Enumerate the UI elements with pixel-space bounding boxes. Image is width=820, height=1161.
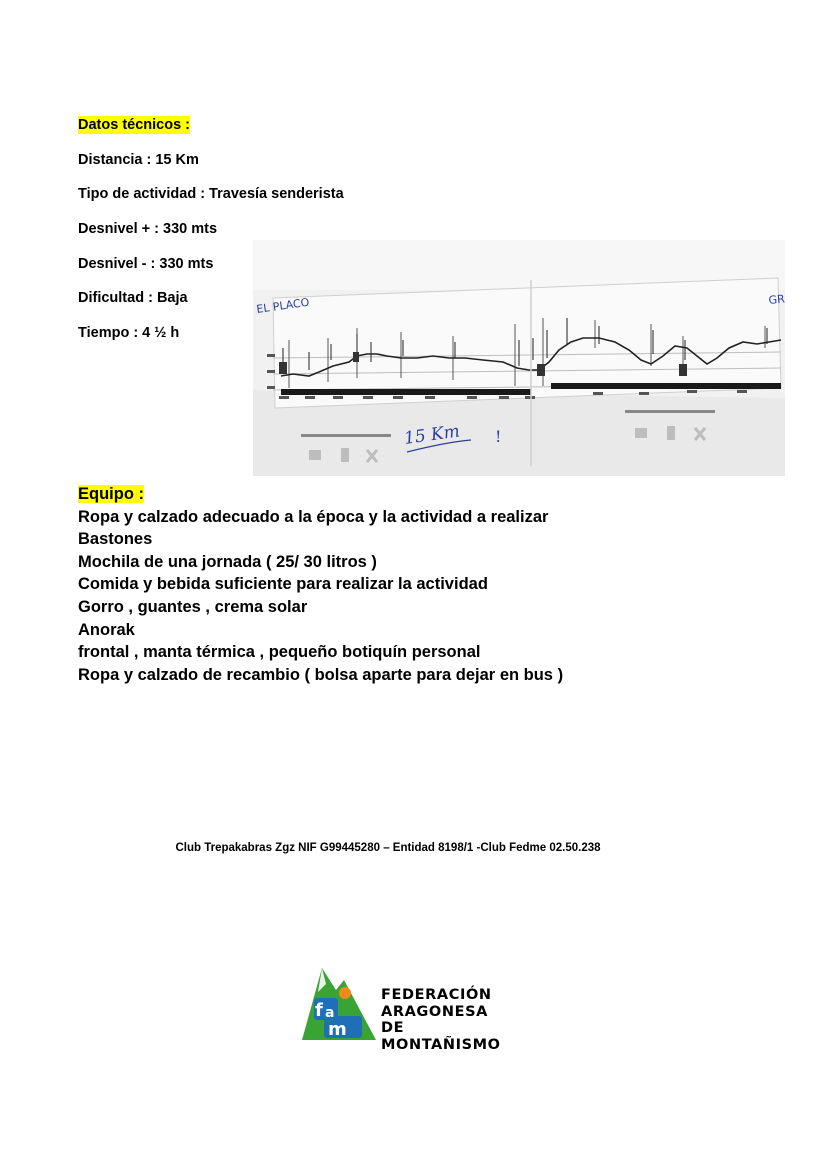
activity-type-row: Tipo de actividad : Travesía senderista: [78, 186, 344, 203]
logo-line-2: ARAGONESA: [381, 1003, 488, 1020]
logo-text: [381, 987, 520, 1053]
difficulty-row: Dificultad : Baja: [78, 290, 188, 307]
equipment-heading: Equipo :: [78, 485, 144, 503]
equipment-section: [78, 483, 563, 686]
elevation-profile-scan: [253, 240, 785, 476]
handwritten-distance-note: 15 Km: [402, 421, 462, 449]
svg-text:GR: GR: [767, 292, 785, 307]
svg-text:m: m: [328, 1019, 347, 1040]
svg-text:a: a: [325, 1005, 335, 1021]
logo-line-3: DE MONTAÑISMO: [381, 1020, 501, 1053]
mountain-logo-icon: [300, 962, 380, 1044]
equipment-item: Mochila de una jornada ( 25/ 30 litros ): [78, 552, 377, 571]
elevation-loss-row: Desnivel - : 330 mts: [78, 255, 214, 272]
distance-row: Distancia : 15 Km: [78, 151, 199, 168]
svg-text:f: f: [315, 1000, 323, 1021]
equipment-item: Anorak: [78, 620, 135, 639]
logo-line-1: FEDERACIÓN: [381, 987, 492, 1003]
equipment-item: Comida y bebida suficiente para realizar la actividad: [78, 575, 488, 594]
technical-data-heading: Datos técnicos :: [78, 117, 190, 133]
handwritten-start-label: EL PLACO: [255, 295, 311, 316]
elevation-gain-row: Desnivel + : 330 mts: [78, 221, 218, 238]
equipment-item: Ropa y calzado de recambio ( bolsa aparte para dejar en bus ): [78, 665, 564, 684]
handwritten-exclamation: !: [495, 427, 502, 446]
equipment-item: Gorro , guantes , crema solar: [78, 597, 308, 616]
fam-logo: [300, 962, 520, 1053]
equipment-item: Bastones: [78, 530, 153, 549]
club-footer: Club Trepakabras Zgz NIF G99445280 – Entidad 8198/1 -Club Fedme 02.50.238: [175, 842, 601, 854]
equipment-item: frontal , manta térmica , pequeño botiquín personal: [78, 643, 481, 662]
elevation-profile-image: [253, 240, 785, 476]
duration-row: Tiempo : 4 ½ h: [78, 325, 180, 342]
equipment-item: Ropa y calzado adecuado a la época y la actividad a realizar: [78, 507, 549, 526]
